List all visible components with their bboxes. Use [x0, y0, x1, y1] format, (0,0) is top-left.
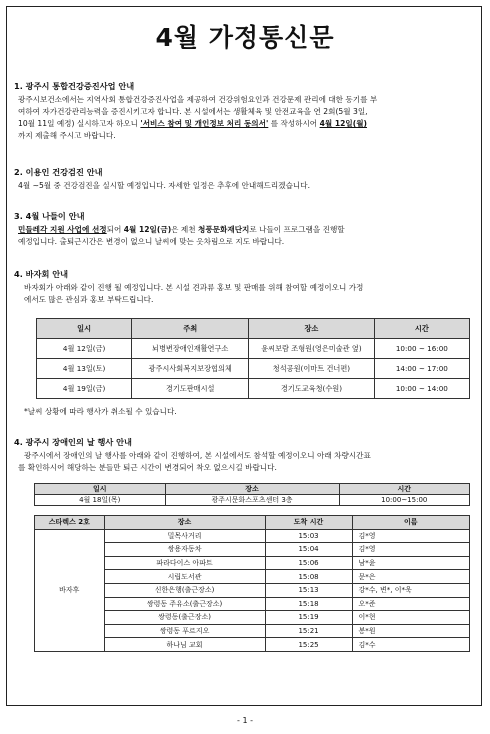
text-span: 로 나들이 프로그램을 진행할: [249, 225, 345, 234]
table-row: [35, 529, 470, 543]
outing-date: 4월 12일(금): [123, 225, 172, 234]
table-cell: 윤씨보람 조형원(영은미술관 옆): [249, 339, 375, 359]
table-cell: 15:18: [265, 597, 352, 611]
table-cell: 15:19: [265, 611, 352, 625]
column-header: 시간: [339, 484, 470, 495]
table-cell: 광주시사회복지보장협의체: [132, 359, 249, 379]
column-header: 일시: [35, 484, 166, 495]
table-header-row: [37, 319, 470, 339]
table-cell: 15:21: [265, 624, 352, 638]
paragraph-line: 에서도 많은 관심과 홍보 부탁드립니다.: [24, 295, 154, 304]
section-heading: 2. 이용인 건강검진 안내: [14, 167, 103, 177]
paragraph-line: 바자회가 아래와 같이 진행 될 예정입니다. 본 시설 견과류 홍보 및 판매를 위해 참여할 예정이오니 가정: [24, 283, 364, 292]
table-cell: 남*윤: [352, 556, 469, 570]
text-span: 되어: [106, 225, 124, 234]
section-heading: 3. 4월 나들이 안내: [14, 211, 85, 221]
table-cell: 청석공원(이마트 건너편): [249, 359, 375, 379]
column-header: 도착 시간: [265, 516, 352, 530]
section-health-checkup: [14, 166, 474, 192]
table-header-row: [35, 484, 470, 495]
table-cell: 15:04: [265, 543, 352, 557]
table-cell: 김*수: [352, 638, 469, 652]
table-cell: 김*영: [352, 529, 469, 543]
table-cell: 15:25: [265, 638, 352, 652]
table-cell: 15:06: [265, 556, 352, 570]
paragraph-line: 4월 ~5월 중 건강검진을 실시할 예정입니다. 자세한 일정은 추후에 안내해드리겠습니다.: [18, 181, 310, 190]
table-cell: 광주시문화스포츠센터 3층: [165, 495, 339, 506]
table-cell: 경기도판매시설: [132, 379, 249, 399]
bus-schedule-table: [34, 515, 470, 652]
table-cell: 10:00~15:00: [339, 495, 470, 506]
table-header-row: [35, 516, 470, 530]
table-cell: 쌍령동 주유소(출근장소): [104, 597, 265, 611]
table-cell: 김*영: [352, 543, 469, 557]
table-cell: 15:03: [265, 529, 352, 543]
text-span: 은 제천: [171, 225, 199, 234]
table-cell: 문*은: [352, 570, 469, 584]
outing-place: 청풍문화재단지: [198, 225, 250, 234]
paragraph-line: 여하여 자가건강관리능력을 증진시키고자 합니다. 본 시설에서는 생활체육 및 안전교육을 연 2회(5월 3일,: [18, 107, 368, 116]
table-cell: 뇌병변장애인재활연구소: [132, 339, 249, 359]
section-outing: [14, 210, 474, 248]
column-header: 장소: [165, 484, 339, 495]
column-header: 주최: [132, 319, 249, 339]
page-title: 4월 가정통신문: [155, 23, 335, 52]
table-cell: 15:13: [265, 583, 352, 597]
paragraph-line: 까지 제출해 주시고 바랍니다.: [18, 131, 116, 140]
column-header: 장소: [104, 516, 265, 530]
deadline-date: 4월 12일(월): [319, 119, 368, 128]
table-cell: 신한은행(출근장소): [104, 583, 265, 597]
table-cell: 경기도교육청(수원): [249, 379, 375, 399]
table-cell: 14:00 ~ 17:00: [374, 359, 469, 379]
table-cell: 4월 12일(금): [37, 339, 132, 359]
section-heading: 1. 광주시 통합건강증진사업 안내: [14, 81, 135, 91]
table-cell: 4월 19일(금): [37, 379, 132, 399]
column-header: 스타렉스 2호: [35, 516, 105, 530]
table-cell: 10:00 ~ 14:00: [374, 379, 469, 399]
column-header: 시간: [374, 319, 469, 339]
table-cell: 시립도서관: [104, 570, 265, 584]
table-row: [37, 339, 470, 359]
table-cell: 파라다이스 아파트: [104, 556, 265, 570]
table-cell: 쌍용자동차: [104, 543, 265, 557]
section-heading: 4. 광주시 장애인의 날 행사 안내: [14, 437, 132, 447]
table-cell: 쌍령동 푸르지오: [104, 624, 265, 638]
table-cell: 4월 18일(목): [35, 495, 166, 506]
section-bazaar: [14, 268, 474, 306]
section-disability-day: [14, 436, 474, 474]
paragraph-line: 광주시에서 장애인의 날 행사를 아래와 같이 진행하여, 본 시설에서도 참석할 예정이오니 아래 차량시간표: [24, 451, 371, 460]
table-cell: 오*준: [352, 597, 469, 611]
bazaar-table: [36, 318, 470, 399]
table-cell: 10:00 ~ 16:00: [374, 339, 469, 359]
table-cell: 봉*원: [352, 624, 469, 638]
event-table: [34, 483, 470, 506]
table-row: [35, 495, 470, 506]
section-health-program: [14, 80, 474, 142]
table-cell: 쌍령동(출근장소): [104, 611, 265, 625]
paragraph-line: [14, 118, 474, 130]
page-number: - 1 -: [237, 716, 253, 725]
text-span: 민들레각 지원 사업에 선정: [18, 225, 107, 234]
section-heading: 4. 바자회 안내: [14, 269, 69, 279]
text-span: 를 작성하시어: [268, 119, 320, 128]
weather-note: *날씨 상황에 따라 행사가 취소될 수 있습니다.: [24, 407, 177, 416]
text-span: 10월 11일 예정) 실시하고자 하오니: [18, 119, 141, 128]
route-group-cell: 바자후: [35, 529, 105, 651]
paragraph-line: 예정입니다. 출퇴근시간은 변경이 없으니 날씨에 맞는 옷차림으로 지도 바랍니다.: [18, 237, 285, 246]
column-header: 장소: [249, 319, 375, 339]
table-cell: 밀목사거리: [104, 529, 265, 543]
paragraph-line: 를 확인하시어 해당하는 분들만 퇴근 시간이 변경되어 착오 없으시길 바랍니다.: [18, 463, 277, 472]
table-cell: 이*현: [352, 611, 469, 625]
paragraph-line: [14, 224, 474, 236]
table-cell: 4월 13일(토): [37, 359, 132, 379]
consent-form-name: '서비스 참여 및 개인정보 처리 동의서': [140, 119, 269, 128]
column-header: 일시: [37, 319, 132, 339]
table-row: [37, 359, 470, 379]
paragraph-line: 광주시보건소에서는 지역사회 통합건강증진사업을 제공하여 건강위험요인과 건강문제 관리에 대한 동기를 부: [18, 95, 378, 104]
table-cell: 하나님 교회: [104, 638, 265, 652]
table-row: [37, 379, 470, 399]
table-cell: 강*수, 변*, 이*욱: [352, 583, 469, 597]
table-cell: 15:08: [265, 570, 352, 584]
column-header: 이름: [352, 516, 469, 530]
